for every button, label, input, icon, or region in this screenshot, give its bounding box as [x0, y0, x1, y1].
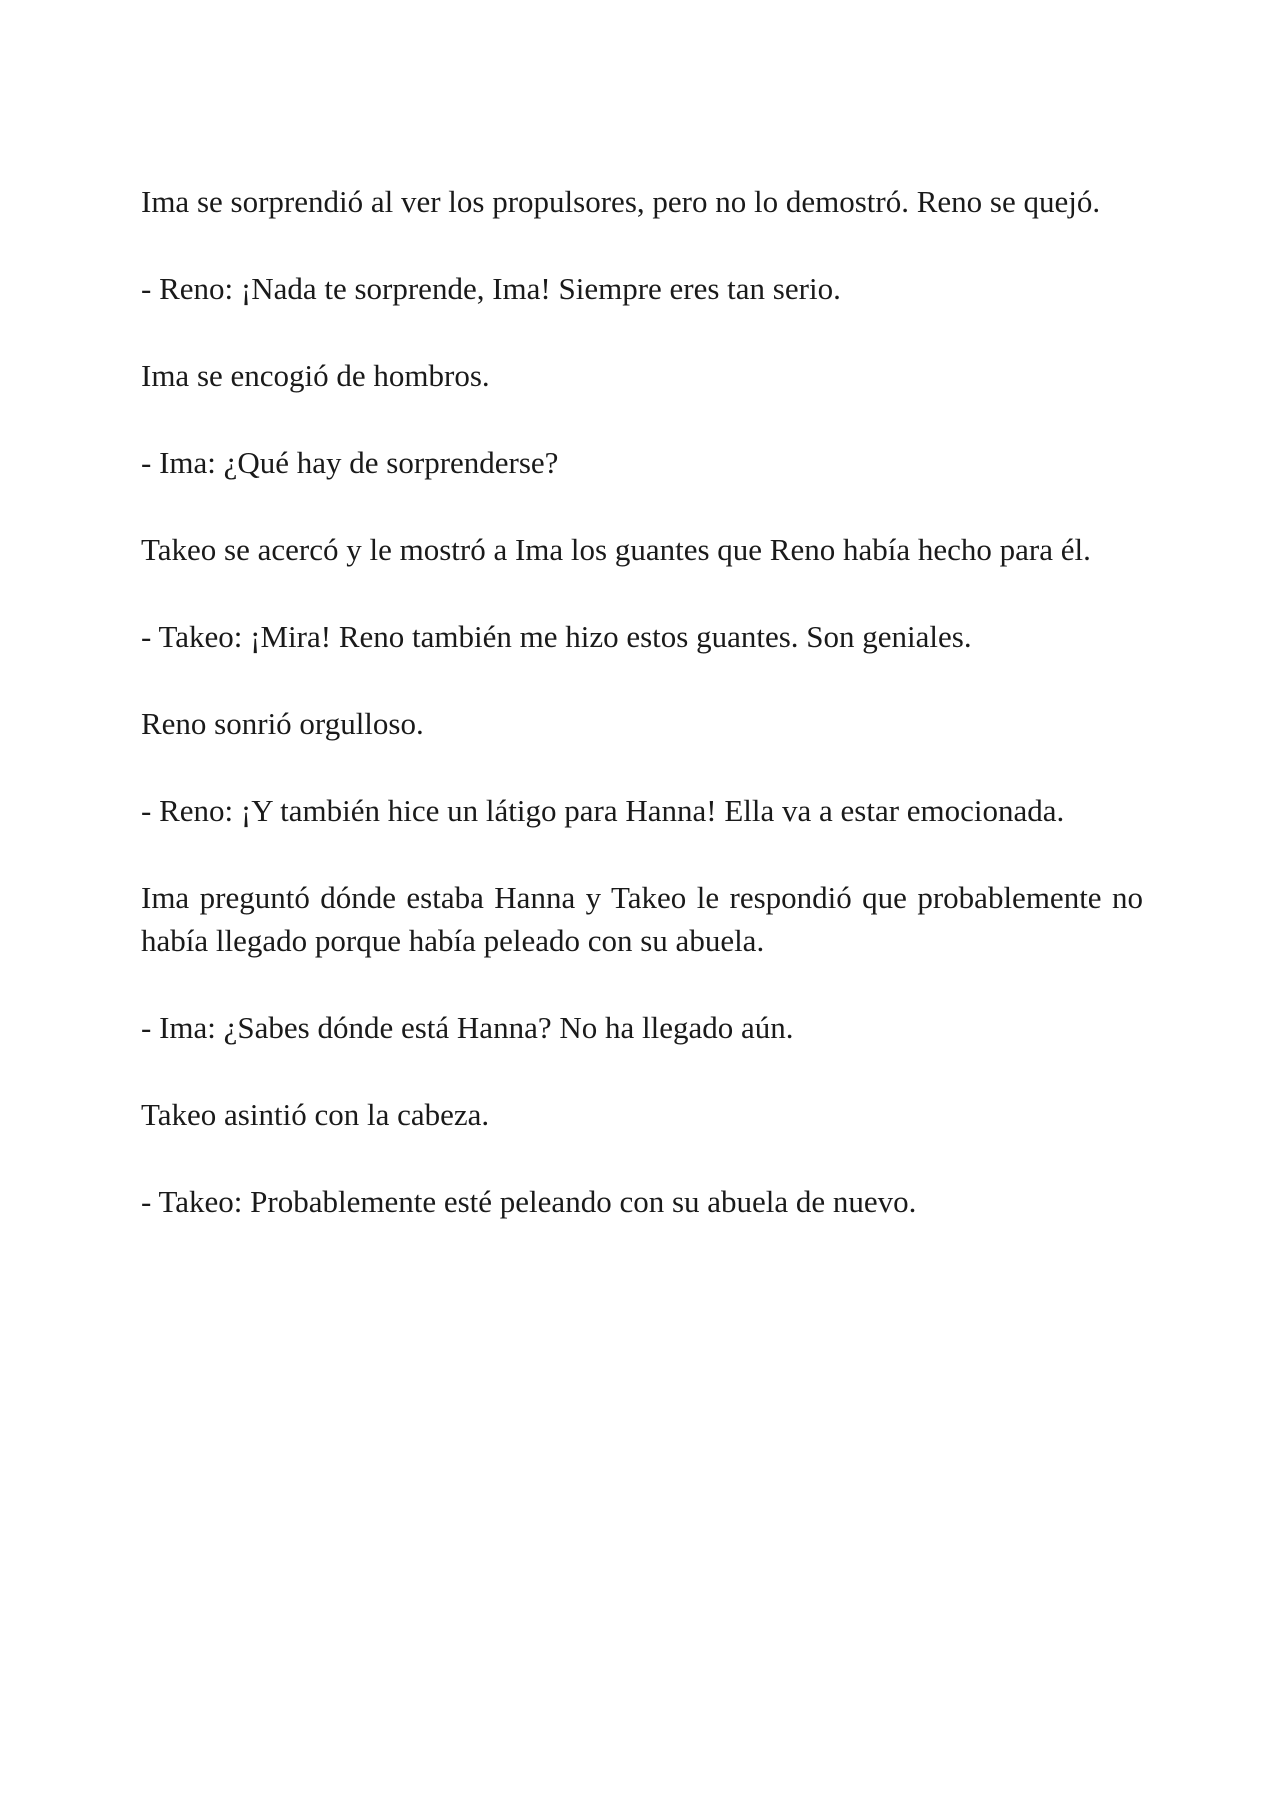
paragraph-narration: Takeo asintió con la cabeza. — [141, 1097, 490, 1132]
paragraph-dialogue: - Ima: ¿Qué hay de sorprenderse? — [141, 445, 559, 480]
paragraph-narration: Reno sonrió orgulloso. — [141, 706, 424, 741]
paragraph-narration: Ima se sorprendió al ver los propulsores, pero no lo demostró. Reno se quejó. — [141, 184, 1101, 219]
paragraph-dialogue: - Takeo: ¡Mira! Reno también me hizo estos guantes. Son geniales. — [141, 619, 972, 654]
paragraph-narration: Ima se encogió de hombros. — [141, 358, 490, 393]
paragraph-dialogue: - Reno: ¡Nada te sorprende, Ima! Siempre eres tan serio. — [141, 271, 841, 306]
document-body — [141, 180, 1143, 1267]
paragraph-dialogue: - Takeo: Probablemente esté peleando con su abuela de nuevo. — [141, 1184, 917, 1219]
paragraph-narration: Ima preguntó dónde estaba Hanna y Takeo le respondió que probablemente no había llegado porque había peleado con su abuela. — [141, 880, 1143, 958]
paragraph-narration: Takeo se acercó y le mostró a Ima los guantes que Reno había hecho para él. — [141, 532, 1091, 567]
paragraph-dialogue: - Ima: ¿Sabes dónde está Hanna? No ha llegado aún. — [141, 1010, 794, 1045]
paragraph-dialogue: - Reno: ¡Y también hice un látigo para Hanna! Ella va a estar emocionada. — [141, 793, 1065, 828]
